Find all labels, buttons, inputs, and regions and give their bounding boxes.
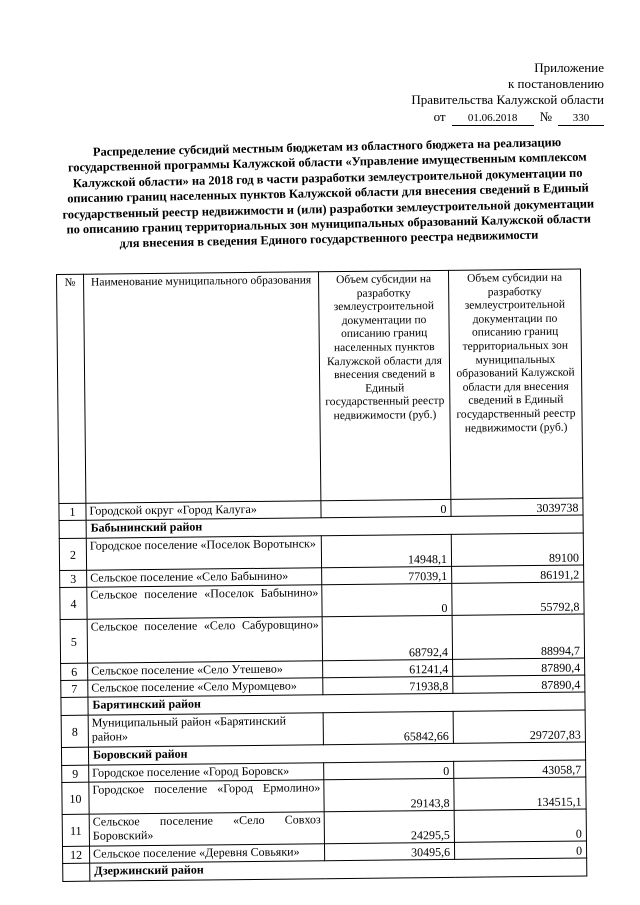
volume-settlements: 30495,6: [324, 842, 454, 860]
district-num-cell: [63, 863, 90, 881]
district-name: Дзержинский район: [90, 858, 587, 881]
volume-settlements: 0: [321, 499, 451, 517]
volume-settlements: 24295,5: [324, 810, 454, 843]
row-number: 9: [62, 765, 89, 782]
annex-date: 01.06.2018: [452, 112, 534, 126]
row-number: 3: [60, 570, 87, 587]
municipality-name: [87, 585, 322, 619]
municipality-name-text: Сельское поселение «Село Сабуровщино»: [90, 617, 319, 634]
annex-number-label: №: [539, 109, 552, 124]
annex-number: 330: [558, 112, 604, 126]
municipality-name: [87, 617, 322, 663]
row-number: 5: [60, 619, 87, 663]
municipality-name-text: Сельское поселение «Поселок Бабынино»: [90, 585, 319, 602]
row-number: 8: [61, 715, 88, 747]
volume-settlements: 0: [324, 761, 454, 779]
annex-block: [304, 60, 604, 126]
volume-zones: 87890,4: [453, 658, 585, 676]
document-title: Распределение субсидий местным бюджетам из областного бюджета на реализацию государственной программы Калужской области «Управление имущественным комплексом Калужской области» на 2018 год в части разработки землеустроительной документации по описанию границ населенных пунктов Калужской области для внесения сведений в Единый государственный реестр недвижимости и (или) разработки землеустроительной документации по описанию границ территориальных зон муниципальных образований Калужской области для внесения в сведения Единого государственного реестра недвижимости: [62, 135, 595, 251]
municipality-name: Городское поселение «Город Боровск»: [89, 763, 324, 782]
header-volume-settlements: Объем субсидии на разработку землеустроительной документации по описанию границ населенных пунктов Калужской области для внесения сведений в Единый государственный реестр недвижимости (руб.): [318, 270, 450, 500]
volume-zones: 0: [454, 841, 586, 859]
volume-settlements: 77039,1: [322, 566, 452, 584]
header-num: №: [57, 274, 86, 503]
municipality-name: [89, 780, 324, 814]
volume-zones: 88994,7: [452, 614, 584, 659]
volume-settlements: 0: [322, 583, 452, 616]
volume-settlements: 71938,8: [323, 676, 453, 694]
volume-zones: 43058,7: [454, 760, 586, 778]
volume-zones: 134515,1: [454, 777, 586, 810]
municipality-name: Городской округ «Город Калуга»: [86, 501, 321, 520]
district-name: Бабынинский район: [86, 515, 583, 538]
volume-zones: 297207,83: [453, 710, 585, 743]
volume-settlements: 14948,1: [321, 534, 451, 567]
district-name: Барятинский район: [88, 692, 585, 715]
district-num-cell: [59, 520, 86, 538]
municipality-name: Сельское поселение «Село Муромцево»: [88, 678, 323, 697]
volume-zones: 86191,2: [452, 565, 584, 583]
volume-zones: 55792,8: [452, 582, 584, 615]
table-row: [60, 614, 584, 663]
volume-zones: 3039738: [451, 498, 583, 516]
volume-settlements: 61241,4: [323, 659, 453, 677]
subsidy-table: [56, 269, 587, 882]
volume-zones: 87890,4: [453, 675, 585, 693]
row-number: 11: [62, 814, 89, 846]
table-body: [59, 498, 587, 881]
annex-reference: к постановлению: [507, 76, 604, 91]
row-number: 7: [61, 680, 88, 697]
municipality-name: Городское поселение «Поселок Воротынск»: [86, 536, 321, 570]
municipality-name: Сельское поселение «Село Бабынино»: [87, 568, 322, 587]
row-number: 4: [60, 587, 87, 619]
volume-settlements: 29143,8: [324, 778, 454, 811]
row-number: 12: [62, 846, 89, 863]
row-number: 2: [59, 538, 86, 570]
district-name: Боровский район: [88, 742, 585, 765]
header-volume-zones: Объем субсидии на разработку землеустроительной документации по описанию границ территориальных зон муниципальных образований Калужской области для внесения сведений в Единый государственный реестр недвижимости (руб.): [448, 269, 582, 499]
header-name: Наименование муниципального образования: [84, 272, 321, 503]
subsidy-table-wrapper: [56, 269, 586, 882]
district-num-cell: [61, 747, 88, 765]
row-number: 6: [61, 663, 88, 680]
row-number: 1: [59, 503, 86, 520]
table-header-row: [57, 269, 583, 503]
annex-authority: Правительства Калужской области: [411, 92, 604, 107]
row-number: 10: [62, 782, 89, 814]
volume-settlements: 68792,4: [322, 615, 452, 660]
volume-settlements: 65842,66: [323, 711, 453, 744]
municipality-name-text: Сельское поселение «Село Совхоз Боровский»: [92, 812, 321, 843]
municipality-name: Муниципальный район «Барятинский район»: [88, 713, 323, 747]
annex-title: Приложение: [534, 60, 604, 75]
municipality-name: Сельское поселение «Деревня Совьяки»: [89, 844, 324, 863]
volume-zones: 0: [454, 809, 586, 842]
municipality-name: [89, 812, 324, 846]
municipality-name: Сельское поселение «Село Утешево»: [88, 661, 323, 680]
annex-from-label: от: [433, 109, 446, 124]
volume-zones: 89100: [451, 533, 583, 566]
annex-date-number: [304, 109, 604, 126]
district-num-cell: [61, 697, 88, 715]
municipality-name-text: Городское поселение «Город Ермолино»: [92, 780, 321, 797]
